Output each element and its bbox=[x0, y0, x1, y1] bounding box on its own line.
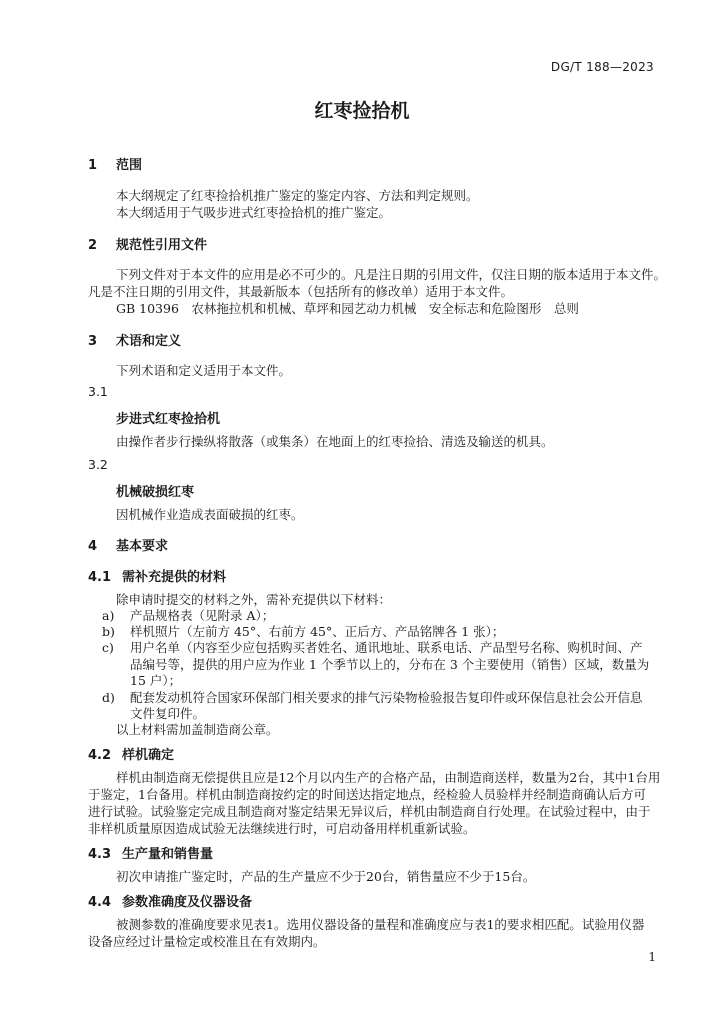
list-item-text: 用户名单（内容至少应包括购买者姓名、通讯地址、联系电话、产品型号名称、购机时间、产 bbox=[130, 640, 643, 655]
term-title: 机械破损红枣 bbox=[116, 485, 195, 500]
paragraph: 样机由制造商无偿提供且应是12个月以内生产的合格产品，由制造商送样，数量为2台，其中1台用 bbox=[116, 770, 661, 785]
section-number: 4 bbox=[88, 539, 98, 554]
subsection-4-2-heading bbox=[88, 744, 174, 763]
list-item-continuation: 15 户）； bbox=[130, 673, 182, 688]
subsection-number: 4.1 bbox=[88, 570, 112, 585]
section-title: 范围 bbox=[116, 158, 143, 173]
term-definition: 由操作者步行操纵将散落（或集条）在地面上的红枣捡拾、清选及输送的机具。 bbox=[116, 434, 554, 449]
normative-reference: GB 10396 农林拖拉机和机械、草坪和园艺动力机械 安全标志和危险图形 总则 bbox=[116, 301, 579, 316]
term-definition: 因机械作业造成表面破损的红枣。 bbox=[116, 507, 304, 522]
paragraph: 进行试验。试验鉴定完成且制造商对鉴定结果无异议后，样机由制造商自行处理。在试验过程中，由于 bbox=[88, 804, 651, 819]
list-item-continuation: 品编号等，提供的用户应为作业 1 个季节以上的，分布在 3 个主要使用（销售）区域，数量为 bbox=[130, 657, 650, 672]
paragraph: 下列术语和定义适用于本文件。 bbox=[116, 363, 292, 378]
paragraph: 设备应经过计量检定或校准且在有效期内。 bbox=[88, 934, 326, 949]
subsection-number: 4.2 bbox=[88, 748, 112, 763]
list-item-text: 产品规格表（见附录 A）； bbox=[130, 608, 275, 623]
subsection-title: 需补充提供的材料 bbox=[122, 570, 227, 585]
paragraph: 除申请时提交的材料之外，需补充提供以下材料： bbox=[116, 592, 392, 607]
paragraph: 初次申请推广鉴定时，产品的生产量应不少于20台，销售量应不少于15台。 bbox=[116, 869, 536, 884]
list-marker: d) bbox=[102, 690, 115, 705]
section-title: 基本要求 bbox=[116, 539, 169, 554]
list-item bbox=[102, 638, 643, 656]
list-marker: c) bbox=[102, 640, 114, 655]
subsection-number: 4.3 bbox=[88, 847, 112, 862]
subsection-number: 4.4 bbox=[88, 895, 112, 910]
paragraph: 于鉴定，1台备用。样机由制造商按约定的时间送达指定地点，经检验人员验样并经制造商确认后方可 bbox=[88, 787, 646, 802]
subsection-title: 参数准确度及仪器设备 bbox=[122, 895, 253, 910]
section-1-heading bbox=[88, 154, 142, 173]
list-marker: b) bbox=[102, 624, 115, 639]
term-number: 3.2 bbox=[88, 457, 108, 472]
paragraph: 非样机质量原因造成试验无法继续进行时，可启动备用样机重新试验。 bbox=[88, 821, 476, 836]
paragraph: 下列文件对于本文件的应用是必不可少的。凡是注日期的引用文件，仅注日期的版本适用于本文件。 bbox=[116, 267, 667, 282]
section-4-heading bbox=[88, 535, 168, 554]
subsection-4-4-heading bbox=[88, 891, 252, 910]
document-code: DG/T 188—2023 bbox=[550, 60, 654, 74]
section-number: 3 bbox=[88, 334, 98, 349]
subsection-title: 生产量和销售量 bbox=[122, 847, 214, 862]
list-item-text: 样机照片（左前方 45°、右前方 45°、正后方、产品铭牌各 1 张）； bbox=[130, 624, 505, 639]
list-marker: a) bbox=[102, 608, 115, 623]
term-title: 步进式红枣捡拾机 bbox=[116, 412, 221, 427]
section-3-heading bbox=[88, 330, 181, 349]
page-number: 1 bbox=[648, 950, 656, 964]
paragraph: 凡是不注日期的引用文件，其最新版本（包括所有的修改单）适用于本文件。 bbox=[88, 284, 514, 299]
section-number: 2 bbox=[88, 238, 98, 253]
list-item-continuation: 文件复印件。 bbox=[130, 706, 206, 721]
page-title: 红枣捡拾机 bbox=[314, 100, 410, 122]
section-title: 术语和定义 bbox=[116, 334, 182, 349]
paragraph: 以上材料需加盖制造商公章。 bbox=[116, 722, 279, 737]
subsection-4-1-heading bbox=[88, 566, 226, 585]
section-title: 规范性引用文件 bbox=[116, 238, 208, 253]
subsection-title: 样机确定 bbox=[122, 748, 175, 763]
section-number: 1 bbox=[88, 158, 98, 173]
paragraph: 被测参数的准确度要求见表1。选用仪器设备的量程和准确度应与表1的要求相匹配。试验用仪器 bbox=[116, 917, 645, 932]
term-number: 3.1 bbox=[88, 384, 108, 399]
subsection-4-3-heading bbox=[88, 843, 213, 862]
list-item-text: 配套发动机符合国家环保部门相关要求的排气污染物检验报告复印件或环保信息社会公开信息 bbox=[130, 690, 643, 705]
paragraph: 本大纲规定了红枣捡拾机推广鉴定的鉴定内容、方法和判定规则。 bbox=[116, 188, 479, 203]
paragraph: 本大纲适用于气吸步进式红枣捡拾机的推广鉴定。 bbox=[116, 205, 392, 220]
section-2-heading bbox=[88, 234, 207, 253]
